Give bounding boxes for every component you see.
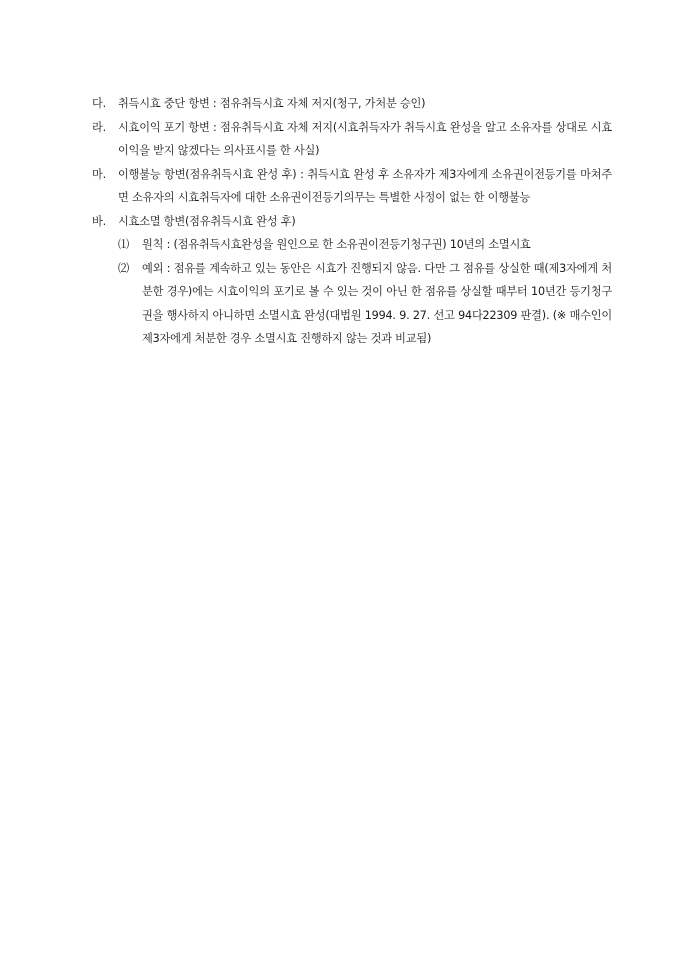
list-item-text: 이행불능 항변(점유취득시효 완성 후) : 취득시효 완성 후 소유자가 제3자에게 소유권이전등기를 마쳐주면 소유자의 시효취득자에 대한 소유권이전등기의무는 특별한 사정이 없는 한 이행불능 xyxy=(118,167,612,204)
sub-item-exception xyxy=(92,257,612,351)
list-marker: 마. xyxy=(92,167,106,181)
sub-item-marker: ⑵ xyxy=(118,261,129,275)
sub-item-principle xyxy=(92,233,612,257)
list-item-ma xyxy=(92,163,612,210)
list-item-da xyxy=(92,92,612,116)
document-body xyxy=(92,92,612,351)
list-item-ra xyxy=(92,116,612,163)
list-item-text: 취득시효 중단 항변 : 점유취득시효 자체 저지(청구, 가처분 승인) xyxy=(118,97,426,110)
list-item-text: 시효이익 포기 항변 : 점유취득시효 자체 저지(시효취득자가 취득시효 완성을 알고 소유자를 상대로 시효이익을 받지 않겠다는 의사표시를 한 사실) xyxy=(118,120,612,157)
list-item-ba xyxy=(92,210,612,234)
sub-item-text: 예외 : 점유를 계속하고 있는 동안은 시효가 진행되지 않음. 다만 그 점유를 상실한 때(제3자에게 처분한 경우)에는 시효이익의 포기로 볼 수 있는 것이 아닌 한 점유를 상실할 때부터 10년간 등기청구권을 행사하지 아니하면 소멸시효 완성(대법원 1994. 9. 27. 선고 94다22309 판결). (※ 매수인이 제3자에게 처분한 경우 소멸시효 진행하지 않는 것과 비교됨) xyxy=(142,261,612,345)
list-marker: 라. xyxy=(92,120,106,134)
sub-item-text: 원칙 : (점유취득시효완성을 원인으로 한 소유권이전등기청구권) 10년의 소멸시효 xyxy=(142,238,531,251)
sub-item-marker: ⑴ xyxy=(118,238,129,251)
list-item-text: 시효소멸 항변(점유취득시효 완성 후) xyxy=(118,214,296,228)
list-marker: 바. xyxy=(92,214,106,228)
list-marker: 다. xyxy=(92,97,106,110)
